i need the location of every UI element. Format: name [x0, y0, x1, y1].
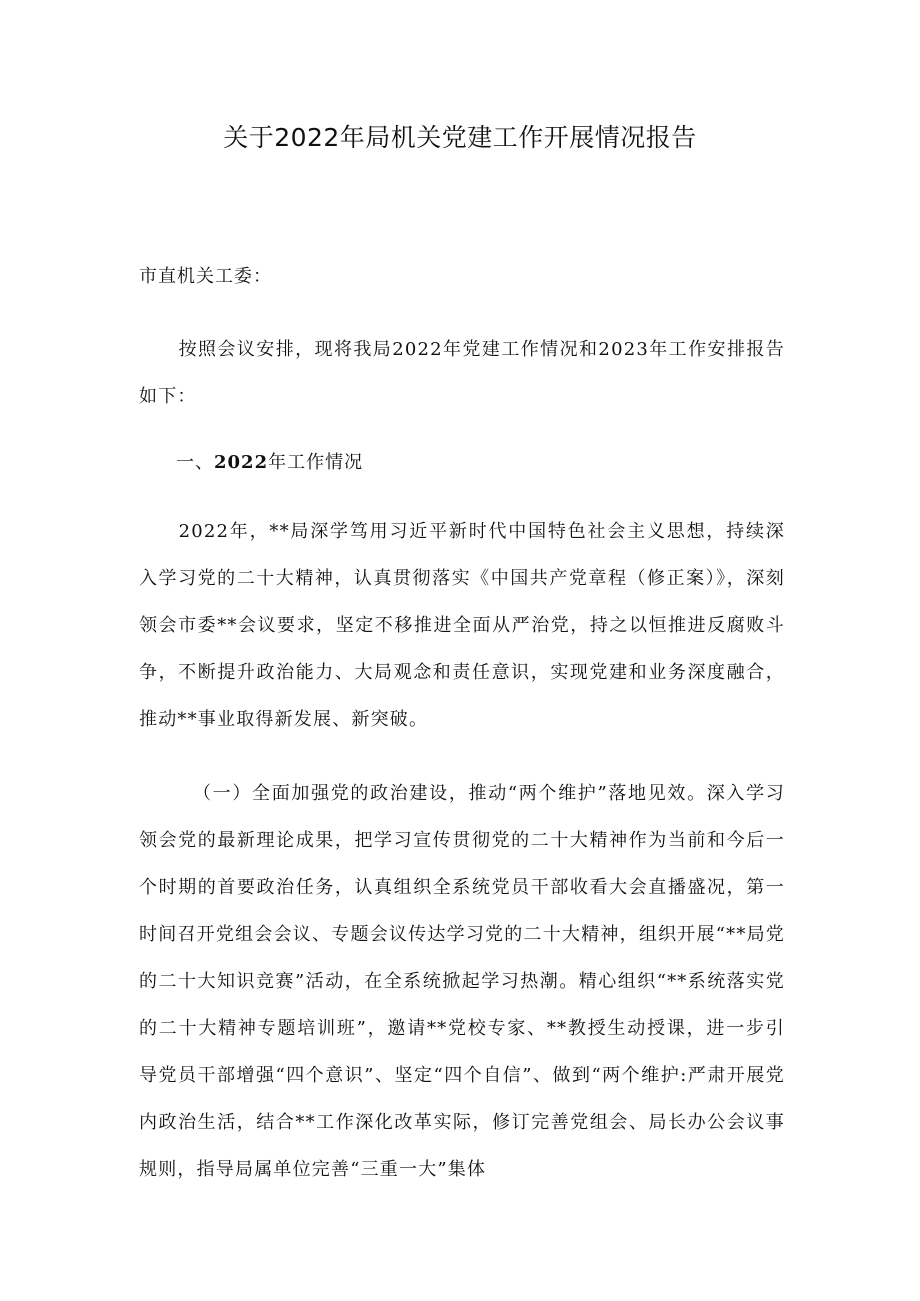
section-heading: [176, 448, 363, 474]
intro-paragraph: 按照会议安排，现将我局2022年党建工作情况和2023年工作安排报告如下：: [139, 339, 785, 407]
document-title: 关于2022年局机关党建工作开展情况报告: [223, 123, 697, 152]
item-one-paragraph: （一）全面加强党的政治建设，推动“两个维护”落地见效。深入学习领会党的最新理论成果，把学习宣传贯彻党的二十大精神作为当前和今后一个时期的首要政治任务，认真组织全系统党员干部收看大会直播盛况，第一时间召开党组会会议、专题会议传达学习党的二十大精神，组织开展“**局党的二十大知识竞赛”活动，在全系统掀起学习热潮。精心组织“**系统落实党的二十大精神专题培训班”，邀请**党校专家、**教授生动授课，进一步引导党员干部增强“四个意识”、坚定“四个自信”、做到“两个维护:严肃开展党内政治生活，结合**工作深化改革实际，修订完善党组会、局长办公会议事规则，指导局属单位完善“三重一大”集体: [139, 783, 785, 1180]
addressee: 市直机关工委：: [139, 266, 272, 287]
section-heading-suffix: 年工作情况: [268, 452, 364, 473]
section-heading-prefix: 一、: [176, 452, 214, 473]
summary-paragraph: 2022年，**局深学笃用习近平新时代中国特色社会主义思想，持续深入学习党的二十大精神，认真贯彻落实《中国共产党章程（修正案）》，深刻领会市委**会议要求，坚定不移推进全面从严治党，持之以恒推进反腐败斗争，不断提升政治能力、大局观念和责任意识，实现党建和业务深度融合，推动**事业取得新发展、新突破。: [139, 521, 785, 730]
section-heading-year: 2022: [214, 452, 269, 473]
